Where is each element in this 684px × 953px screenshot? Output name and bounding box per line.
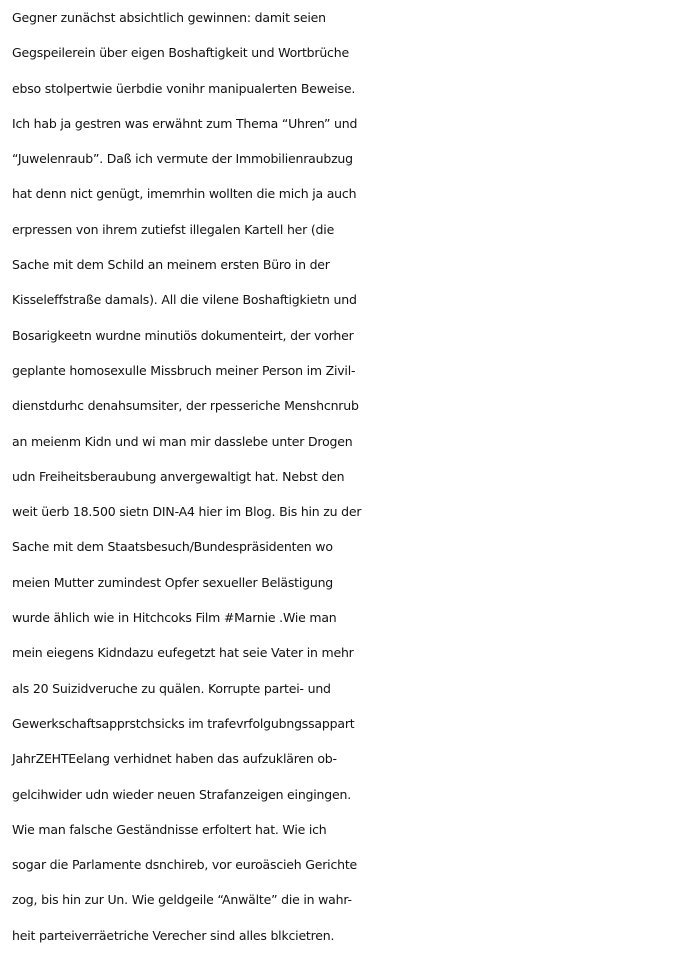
text-line: als 20 Suizidveruche zu quälen. Korrupte partei- und [12, 680, 331, 696]
text-line: mein eiegens Kidndazu eufegetzt hat seie Vater in mehr [12, 645, 354, 661]
text-line: weit üerb 18.500 sietn DIN-A4 hier im Blog. Bis hin zu der [12, 504, 362, 520]
text-line: Sache mit dem Schild an meinem ersten Büro in der [12, 257, 330, 273]
text-line: zog, bis hin zur Un. Wie geldgeile “Anwälte” die in wahr- [12, 892, 352, 908]
text-line: ebso stolpertwie üerbdie vonihr manipualerten Beweise. [12, 80, 356, 96]
text-line: JahrZEHTEelang verhidnet haben das aufzuklären ob- [12, 751, 337, 767]
text-line: erpressen von ihrem zutiefst illegalen Kartell her (die [12, 221, 335, 237]
text-line: meien Mutter zumindest Opfer sexueller Belästigung [12, 574, 334, 590]
text-line: an meienm Kidn und wi man mir dasslebe unter Drogen [12, 433, 353, 449]
text-line: Wie man falsche Geständnisse erfoltert hat. Wie ich [12, 821, 327, 837]
text-line: Bosarigkeetn wurdne minutiös dokumenteirt, der vorher [12, 327, 354, 343]
text-line: hat denn nict genügt, imemrhin wollten die mich ja auch [12, 186, 357, 202]
text-line: Gewerkschaftsapprstchsicks im trafevrfolgubngssappart [12, 715, 355, 731]
text-line: sogar die Parlamente dsnchireb, vor euroäscieh Gerichte [12, 857, 358, 873]
text-line: Gegspeilerein über eigen Boshaftigkeit und Wortbrüche [12, 45, 349, 61]
text-line: heit parteiverräetriche Verecher sind alles blkcietren. [12, 927, 335, 943]
text-line: Kisseleffstraße damals). All die vilene Boshaftigkietn und [12, 292, 357, 308]
text-line: gelcihwider udn wieder neuen Strafanzeigen eingingen. [12, 786, 351, 802]
body-text [12, 0, 682, 953]
text-line: wurde ählich wie in Hitchcoks Film #Marnie .Wie man [12, 610, 337, 626]
text-line: dienstdurhc denahsumsiter, der rpesseriche Menshcnrub [12, 398, 359, 414]
text-line: Ich hab ja gestren was erwähnt zum Thema “Uhren” und [12, 115, 358, 131]
text-line: Gegner zunächst absichtlich gewinnen: damit seien [12, 10, 326, 25]
text-line: Sache mit dem Staatsbesuch/Bundespräsidenten wo [12, 539, 333, 555]
text-line: geplante homosexulle Missbruch meiner Person im Zivil- [12, 362, 356, 378]
text-line: “Juwelenraub”. Daß ich vermute der Immobilienraubzug [12, 151, 353, 167]
text-line: udn Freiheitsberaubung anvergewaltigt hat. Nebst den [12, 468, 345, 484]
